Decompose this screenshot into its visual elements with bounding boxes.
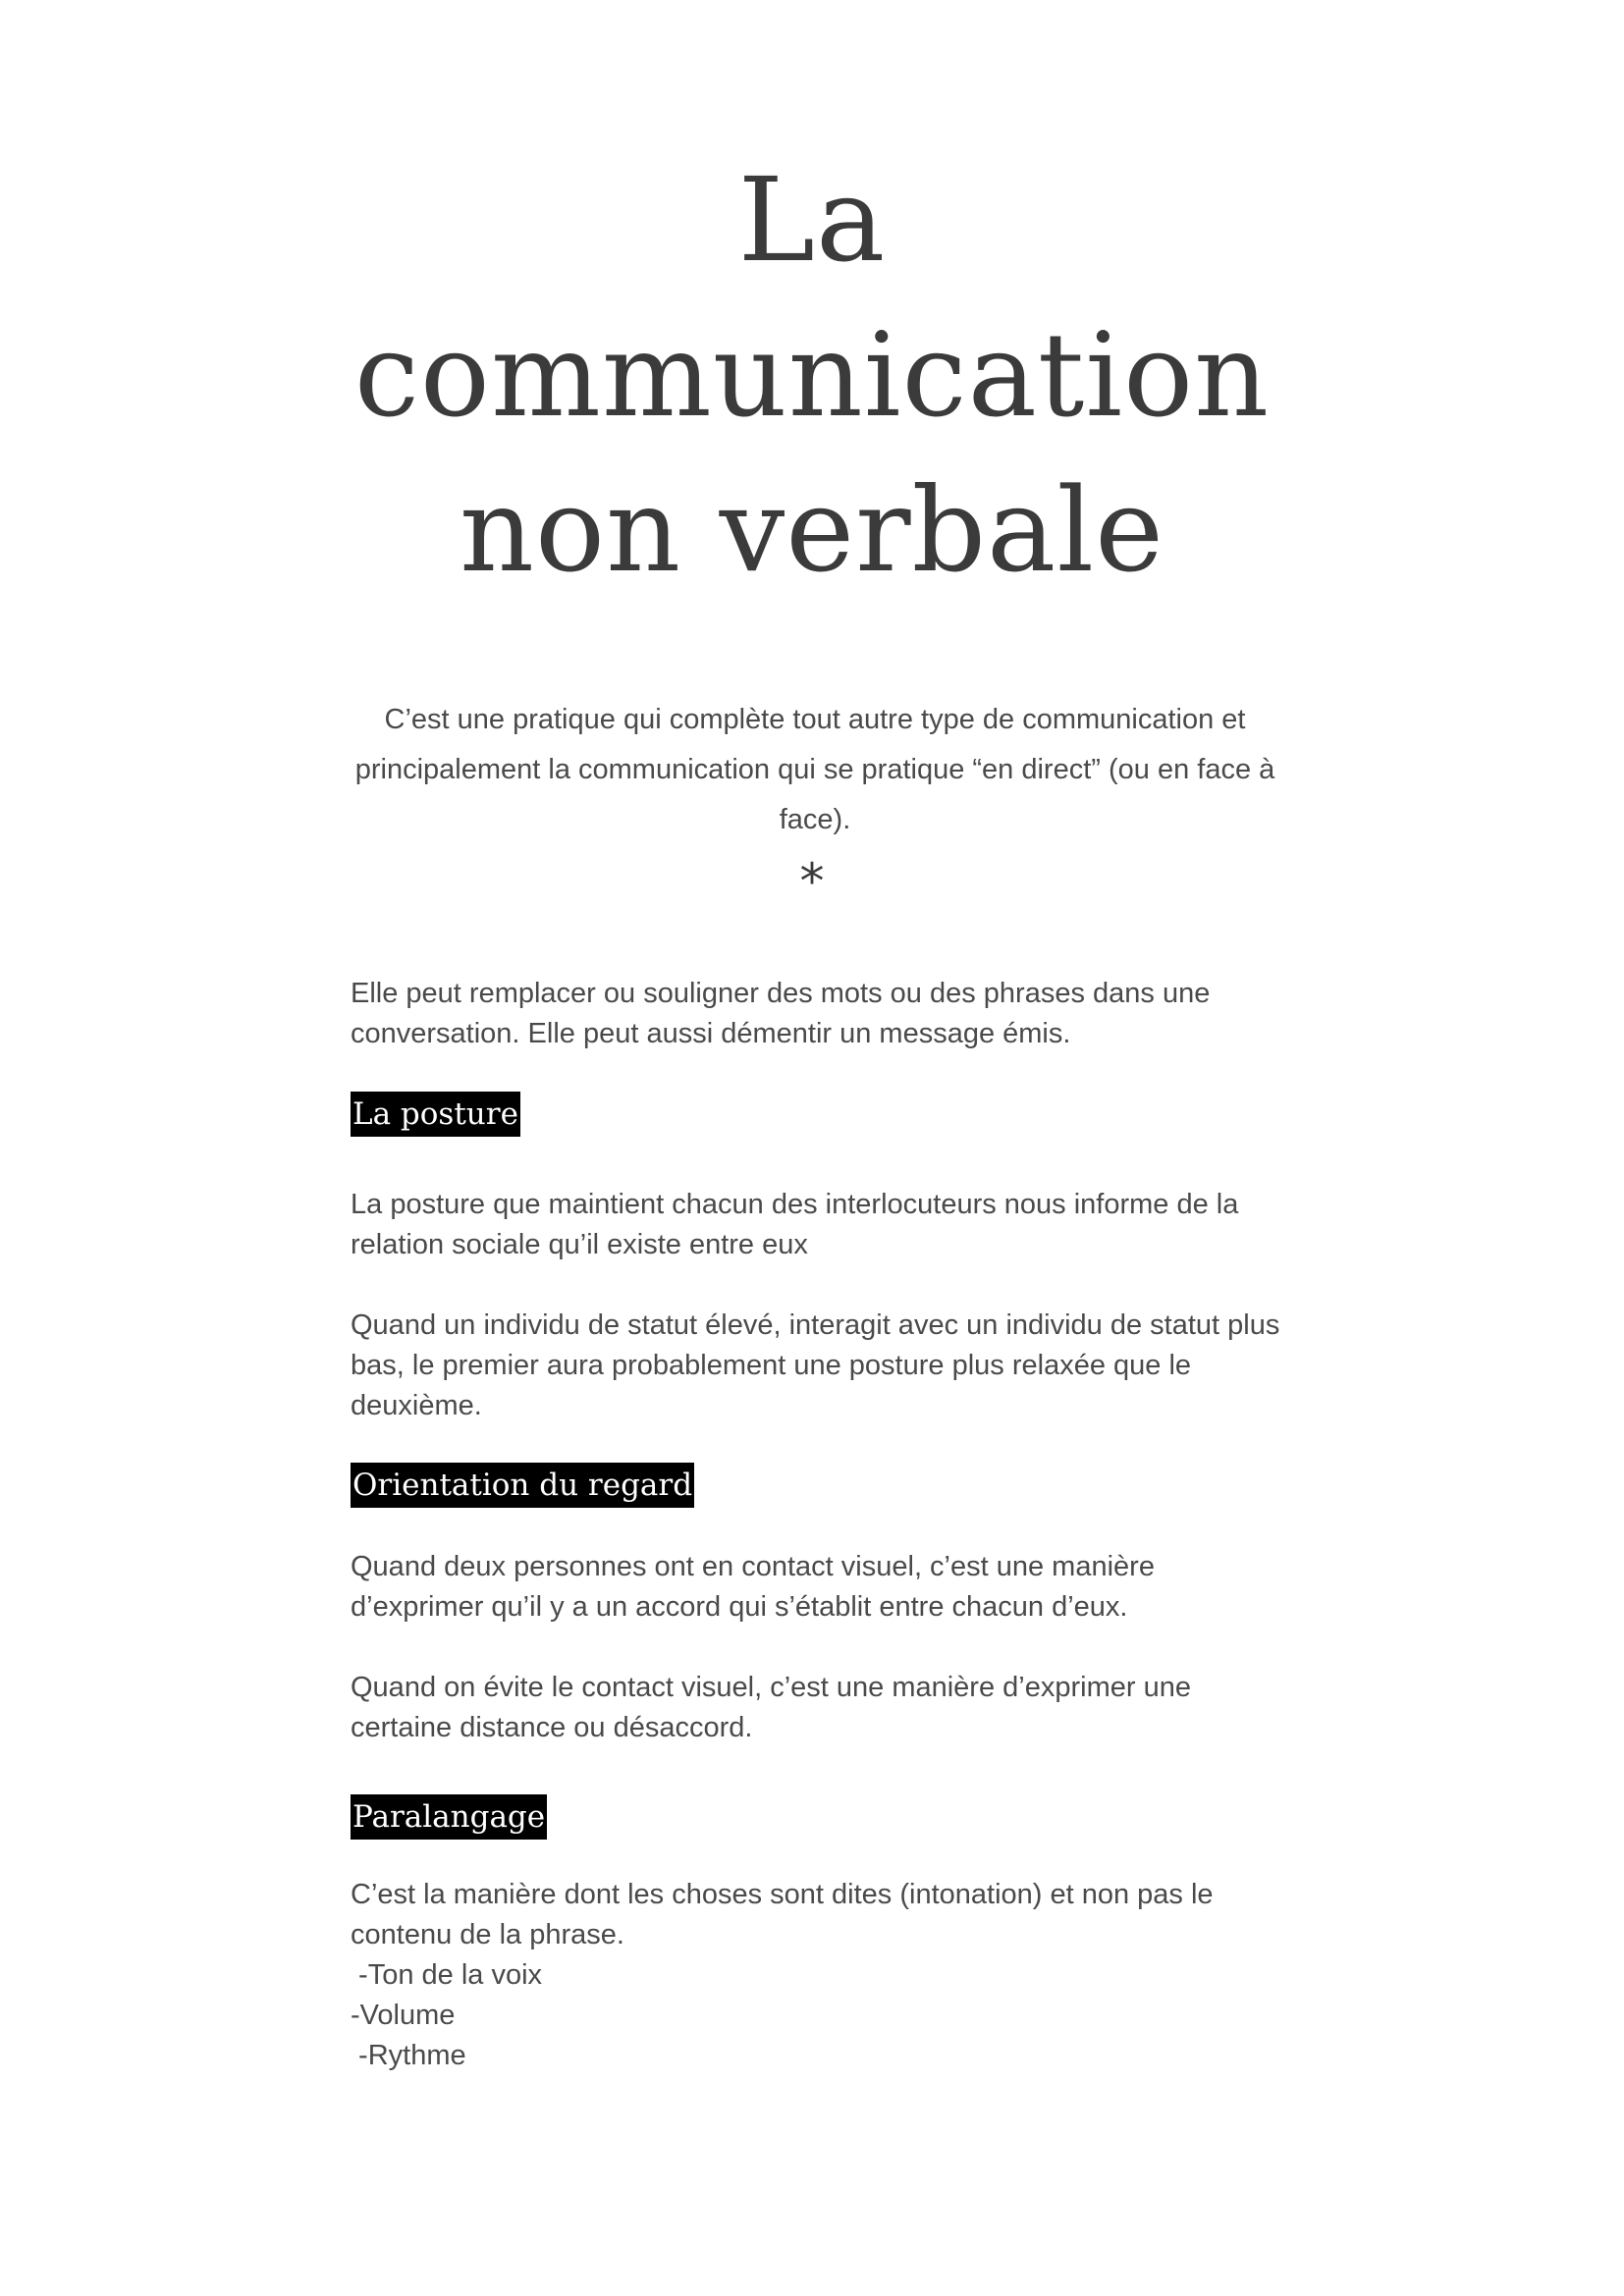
title-line-3: non verbale <box>460 462 1164 598</box>
paralangage-paragraph: C’est la manière dont les choses sont dites (intonation) et non pas le contenu de la phrase. <box>351 1879 1214 1950</box>
regard-paragraph-1: Quand deux personnes ont en contact visuel, c’est une manière d’exprimer qu’il y a un accord qui s’établit entre chacun d’eux. <box>351 1551 1155 1623</box>
title-line-2: communication <box>353 307 1271 443</box>
section-heading-posture: La posture <box>351 1092 520 1137</box>
intro-paragraph: C’est une pratique qui complète tout autre type de communication et principalement la communication qui se pratique “en direct” (ou en face à face). <box>354 704 1275 835</box>
regard-paragraph-2: Quand on évite le contact visuel, c’est une manière d’exprimer une certaine distance ou désaccord. <box>351 1672 1191 1743</box>
section-heading-regard: Orientation du regard <box>351 1463 694 1508</box>
paralangage-content <box>351 1875 1293 2076</box>
list-item-rythme: -Rythme <box>351 2040 466 2071</box>
list-item-volume: -Volume <box>351 2000 456 2031</box>
asterisk-separator: * <box>799 853 825 910</box>
title-line-1: La <box>737 152 887 288</box>
list-item-ton: -Ton de la voix <box>351 1959 543 1991</box>
lead-paragraph: Elle peut remplacer ou souligner des mots ou des phrases dans une conversation. Elle peut aussi démentir un message émis. <box>351 978 1211 1049</box>
posture-paragraph-1: La posture que maintient chacun des interlocuteurs nous informe de la relation sociale qu’il existe entre eux <box>351 1189 1239 1260</box>
document-title <box>295 142 1329 608</box>
section-heading-paralangage: Paralangage <box>351 1794 547 1840</box>
posture-paragraph-2: Quand un individu de statut élevé, interagit avec un individu de statut plus bas, le premier aura probablement une posture plus relaxée que le deuxième. <box>351 1309 1280 1421</box>
